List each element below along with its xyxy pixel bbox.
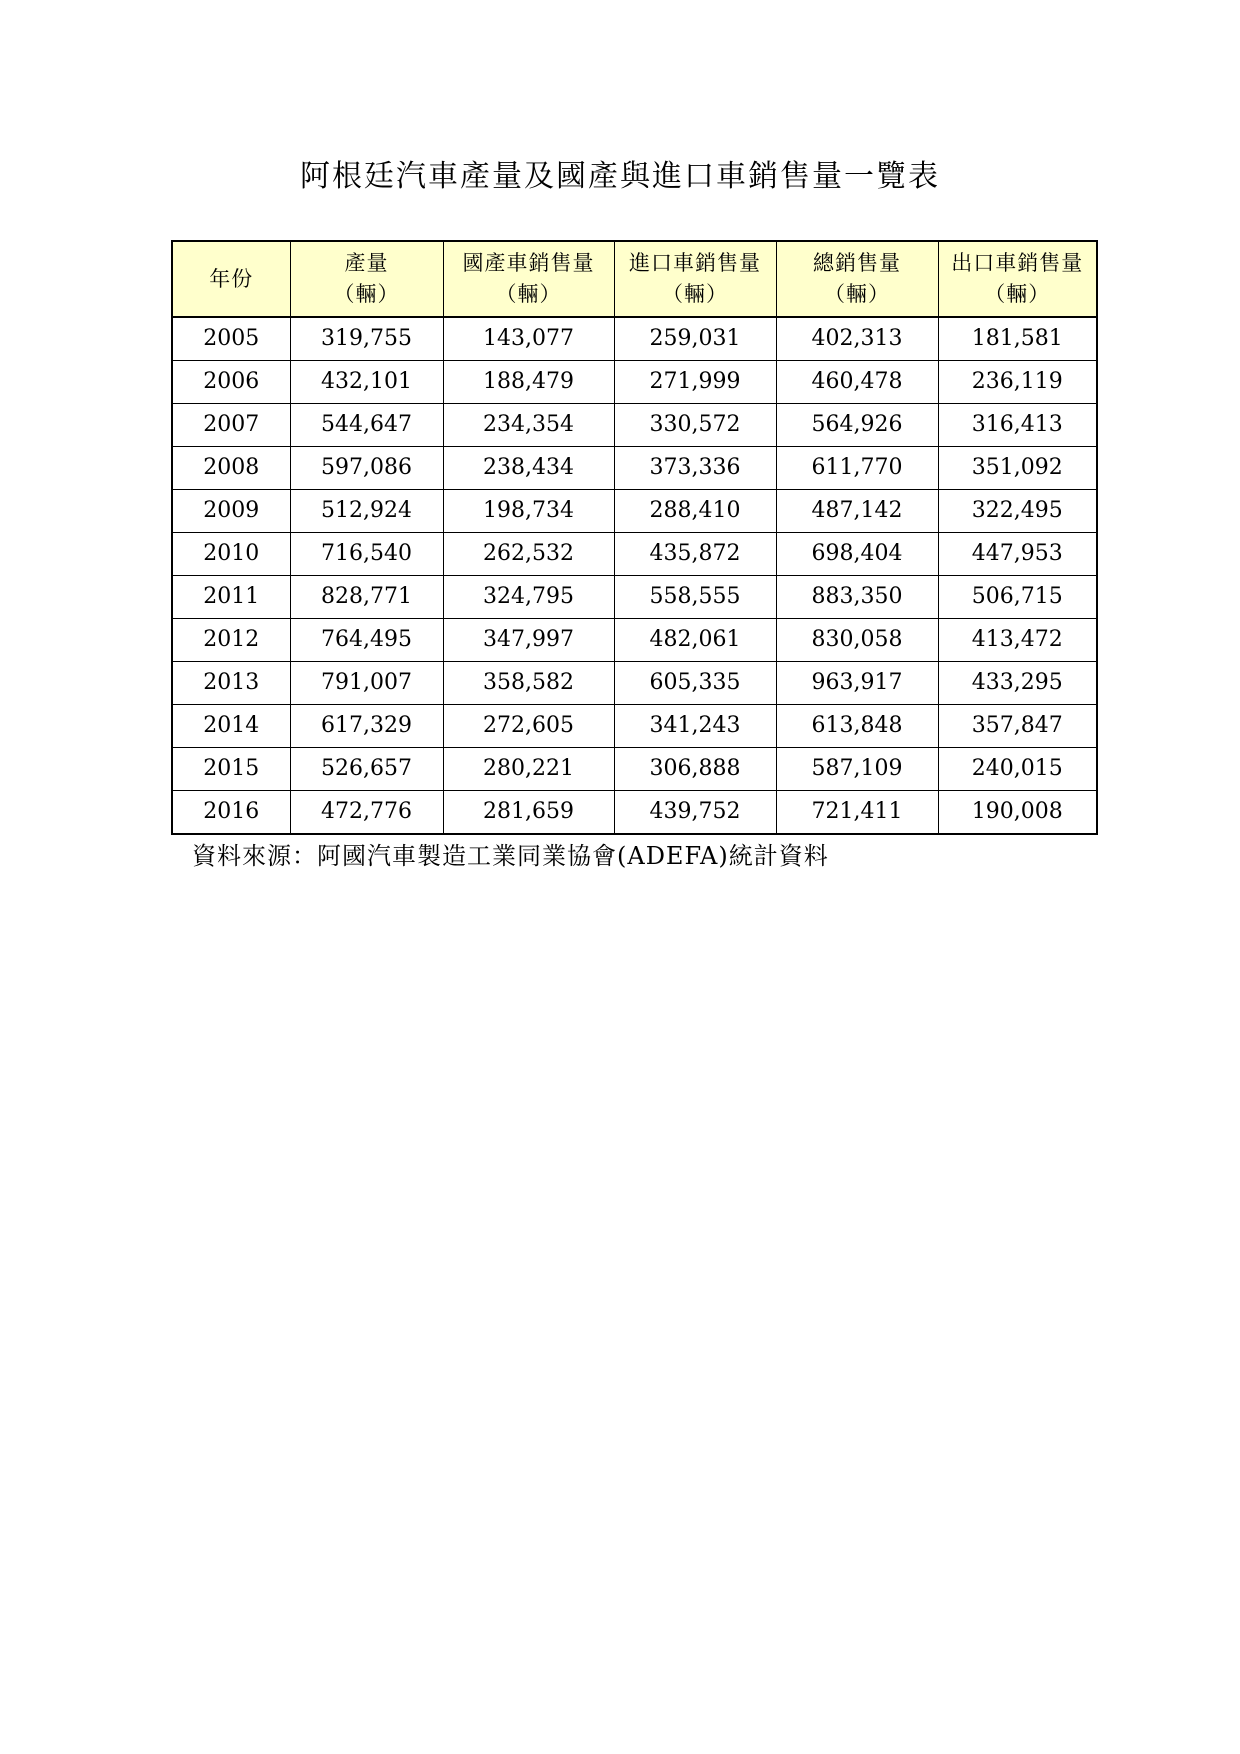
table-header	[172, 241, 1097, 317]
page-title: 阿根廷汽車產量及國產與進口車銷售量一覽表	[300, 159, 940, 194]
cell-import-sales: 271,999	[614, 361, 776, 404]
cell-year: 2010	[172, 533, 290, 576]
table-body	[172, 317, 1097, 834]
header-total-sales	[776, 241, 938, 317]
cell-total-sales: 611,770	[776, 447, 938, 490]
source-note: 資料來源：阿國汽車製造工業同業協會(ADEFA)統計資料	[192, 842, 829, 870]
cell-production: 617,329	[290, 705, 443, 748]
header-label: 年份	[209, 266, 254, 291]
cell-production: 512,924	[290, 490, 443, 533]
cell-production: 716,540	[290, 533, 443, 576]
cell-import-sales: 435,872	[614, 533, 776, 576]
table-row	[172, 533, 1097, 576]
cell-production: 791,007	[290, 662, 443, 705]
table-row	[172, 705, 1097, 748]
cell-import-sales: 341,243	[614, 705, 776, 748]
cell-production: 472,776	[290, 791, 443, 835]
cell-domestic-sales: 262,532	[443, 533, 614, 576]
cell-export-sales: 181,581	[938, 317, 1097, 361]
cell-import-sales: 259,031	[614, 317, 776, 361]
cell-domestic-sales: 280,221	[443, 748, 614, 791]
header-label: 進口車銷售量	[629, 251, 761, 275]
table-row	[172, 619, 1097, 662]
cell-production: 526,657	[290, 748, 443, 791]
cell-export-sales: 236,119	[938, 361, 1097, 404]
cell-export-sales: 316,413	[938, 404, 1097, 447]
cell-total-sales: 698,404	[776, 533, 938, 576]
cell-export-sales: 351,092	[938, 447, 1097, 490]
header-unit: （輛）	[495, 282, 562, 306]
cell-year: 2007	[172, 404, 290, 447]
cell-year: 2009	[172, 490, 290, 533]
cell-export-sales: 433,295	[938, 662, 1097, 705]
cell-domestic-sales: 347,997	[443, 619, 614, 662]
header-unit: （輛）	[984, 282, 1051, 306]
header-label: 產量	[344, 251, 389, 275]
cell-export-sales: 322,495	[938, 490, 1097, 533]
header-domestic-sales	[443, 241, 614, 317]
table-row	[172, 662, 1097, 705]
header-import-sales	[614, 241, 776, 317]
cell-export-sales: 357,847	[938, 705, 1097, 748]
table-row	[172, 576, 1097, 619]
header-label: 出口車銷售量	[951, 251, 1084, 275]
header-row	[172, 241, 1097, 317]
cell-import-sales: 558,555	[614, 576, 776, 619]
cell-import-sales: 288,410	[614, 490, 776, 533]
cell-import-sales: 605,335	[614, 662, 776, 705]
cell-export-sales: 413,472	[938, 619, 1097, 662]
header-unit: （輛）	[662, 282, 728, 306]
cell-total-sales: 587,109	[776, 748, 938, 791]
cell-production: 764,495	[290, 619, 443, 662]
cell-export-sales: 506,715	[938, 576, 1097, 619]
table-row	[172, 490, 1097, 533]
header-production	[290, 241, 443, 317]
cell-year: 2005	[172, 317, 290, 361]
cell-total-sales: 402,313	[776, 317, 938, 361]
cell-total-sales: 613,848	[776, 705, 938, 748]
cell-domestic-sales: 324,795	[443, 576, 614, 619]
cell-domestic-sales: 358,582	[443, 662, 614, 705]
table-row	[172, 361, 1097, 404]
cell-total-sales: 564,926	[776, 404, 938, 447]
table-row	[172, 791, 1097, 835]
table-row	[172, 317, 1097, 361]
header-label: 總銷售量	[813, 251, 901, 275]
cell-year: 2013	[172, 662, 290, 705]
cell-production: 432,101	[290, 361, 443, 404]
cell-export-sales: 447,953	[938, 533, 1097, 576]
cell-total-sales: 883,350	[776, 576, 938, 619]
cell-year: 2006	[172, 361, 290, 404]
cell-total-sales: 460,478	[776, 361, 938, 404]
cell-total-sales: 721,411	[776, 791, 938, 835]
data-table	[171, 240, 1098, 835]
cell-production: 544,647	[290, 404, 443, 447]
cell-domestic-sales: 281,659	[443, 791, 614, 835]
cell-year: 2012	[172, 619, 290, 662]
cell-import-sales: 330,572	[614, 404, 776, 447]
header-label: 國產車銷售量	[462, 251, 595, 275]
cell-year: 2014	[172, 705, 290, 748]
cell-import-sales: 439,752	[614, 791, 776, 835]
cell-year: 2008	[172, 447, 290, 490]
cell-production: 828,771	[290, 576, 443, 619]
header-year	[172, 241, 290, 317]
cell-export-sales: 240,015	[938, 748, 1097, 791]
cell-total-sales: 487,142	[776, 490, 938, 533]
cell-domestic-sales: 272,605	[443, 705, 614, 748]
cell-domestic-sales: 143,077	[443, 317, 614, 361]
cell-production: 319,755	[290, 317, 443, 361]
cell-year: 2015	[172, 748, 290, 791]
table-row	[172, 447, 1097, 490]
header-export-sales	[938, 241, 1097, 317]
cell-total-sales: 830,058	[776, 619, 938, 662]
cell-domestic-sales: 188,479	[443, 361, 614, 404]
header-unit: （輛）	[333, 282, 400, 306]
cell-production: 597,086	[290, 447, 443, 490]
cell-domestic-sales: 198,734	[443, 490, 614, 533]
cell-import-sales: 306,888	[614, 748, 776, 791]
cell-import-sales: 482,061	[614, 619, 776, 662]
header-unit: （輛）	[824, 282, 890, 306]
cell-year: 2011	[172, 576, 290, 619]
table-row	[172, 748, 1097, 791]
table-row	[172, 404, 1097, 447]
cell-domestic-sales: 234,354	[443, 404, 614, 447]
cell-domestic-sales: 238,434	[443, 447, 614, 490]
cell-year: 2016	[172, 791, 290, 835]
cell-export-sales: 190,008	[938, 791, 1097, 835]
cell-import-sales: 373,336	[614, 447, 776, 490]
cell-total-sales: 963,917	[776, 662, 938, 705]
